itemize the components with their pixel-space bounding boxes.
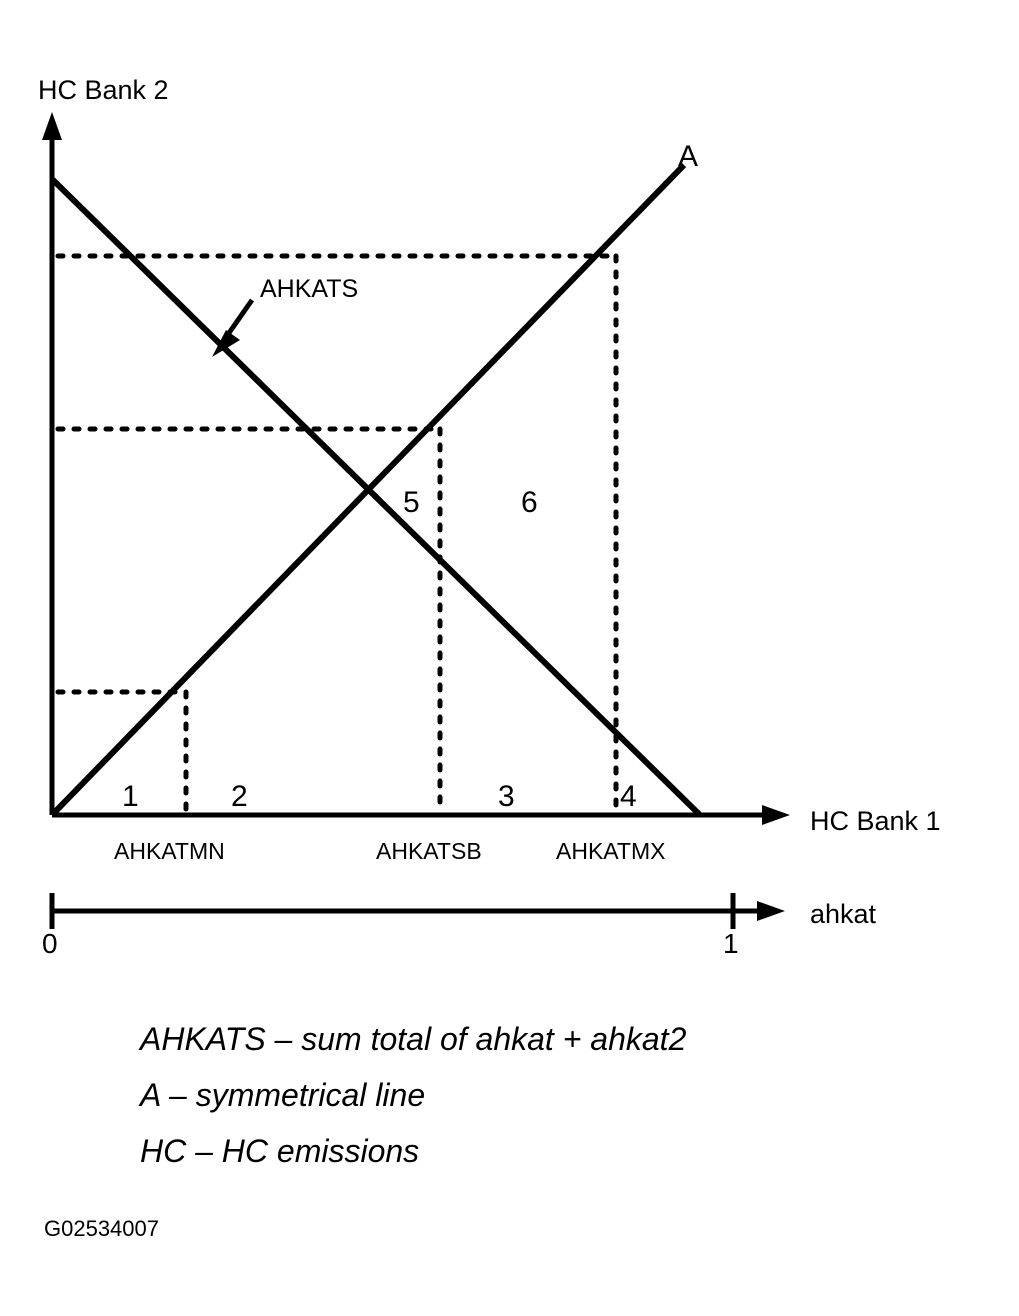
ahkats-line <box>52 179 700 815</box>
region-label-6: 6 <box>521 486 538 519</box>
legend-line-hc: HC – HC emissions <box>140 1133 420 1169</box>
ahkat-axis-title: ahkat <box>810 899 877 929</box>
symmetry-line-a <box>52 165 684 815</box>
region-label-5: 5 <box>403 486 420 519</box>
x-axis-title: HC Bank 1 <box>810 806 941 836</box>
legend-line-ahkats: AHKATS – sum total of ahkat + ahkat2 <box>140 1021 687 1057</box>
x-tick-ahkatmx: AHKATMX <box>556 838 666 864</box>
vertical-dotted-guides <box>186 256 616 812</box>
y-axis-title: HC Bank 2 <box>38 75 169 105</box>
region-label-3: 3 <box>498 780 515 813</box>
ahkat-scale-axis <box>52 893 785 929</box>
y-axis <box>42 112 62 815</box>
symmetry-line-label: A <box>678 140 699 173</box>
legend-line-a: A – symmetrical line <box>140 1077 426 1113</box>
x-tick-ahkatsb: AHKATSB <box>376 838 482 864</box>
ahkats-curve-label: AHKATS <box>260 275 359 303</box>
region-label-4: 4 <box>620 780 637 813</box>
scale-tick-0: 0 <box>42 928 58 959</box>
region-label-2: 2 <box>231 780 248 813</box>
x-tick-ahkatmn: AHKATMN <box>114 838 225 864</box>
ahkats-pointer-arrow <box>212 300 252 357</box>
region-label-1: 1 <box>122 780 139 813</box>
figure-code: G02534007 <box>44 1216 159 1241</box>
x-axis <box>52 805 790 825</box>
scale-tick-1: 1 <box>723 928 739 959</box>
